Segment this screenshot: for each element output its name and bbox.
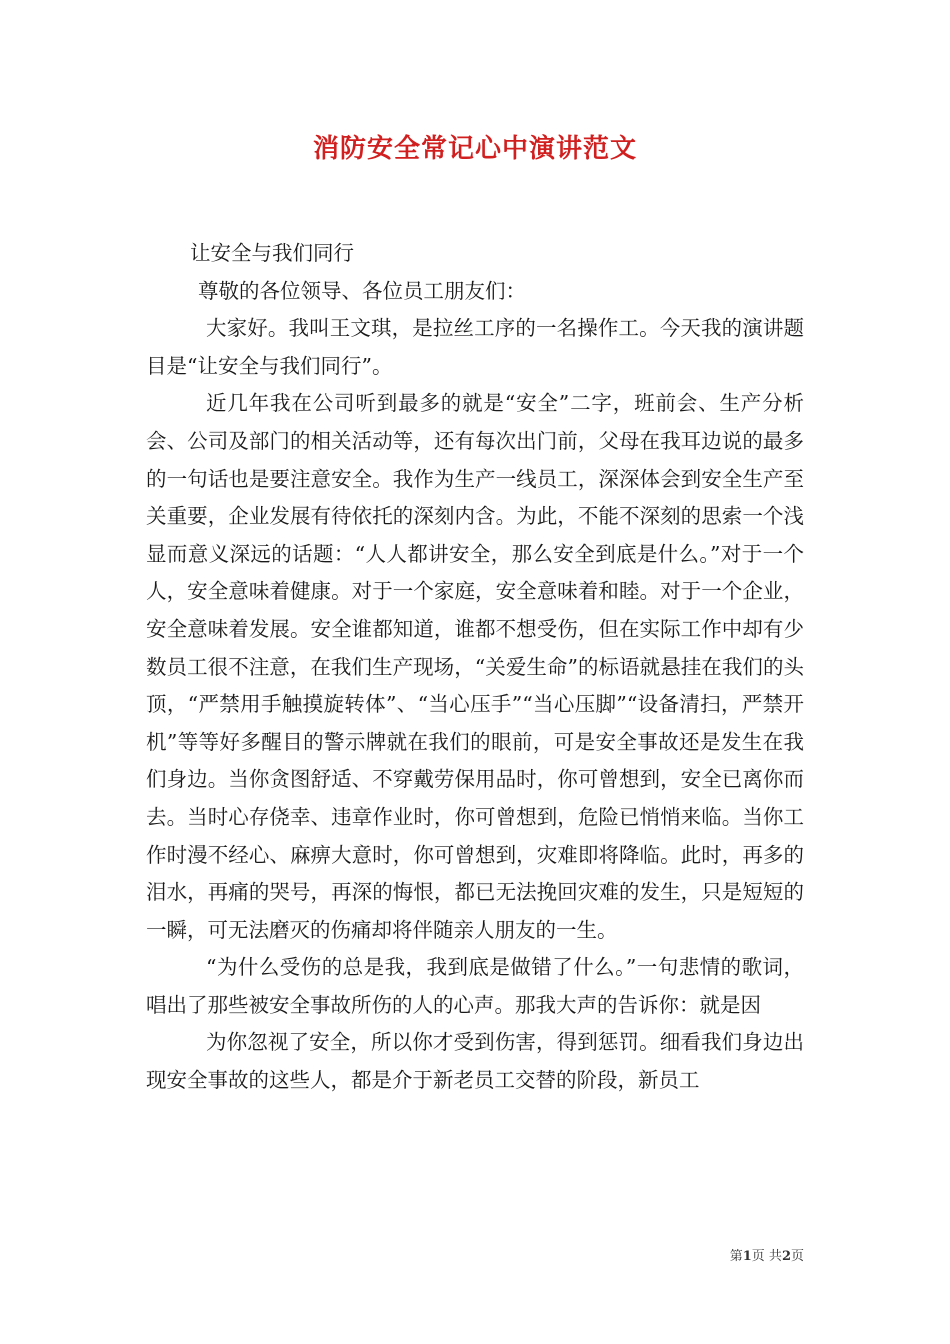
footer-total-pages: 2	[781, 1249, 791, 1264]
paragraph-main: 近几年我在公司听到最多的就是“安全”二字，班前会、生产分析会、公司及部门的相关活动等，还有每次出门前，父母在我耳边说的最多的一句话也是要注意安全。我作为生产一线员工，深深体会到安全生产至关重要，企业发展有待依托的深刻内含。为此，不能不深刻的思索一个浅显而意义深远的话题：“人人都讲安全，那么安全到底是什么。”对于一个人，安全意味着健康。对于一个家庭，安全意味着和睦。对于一个企业，安全意味着发展。安全谁都知道，谁都不想受伤，但在实际工作中却有少数员工很不注意，在我们生产现场，“关爱生命”的标语就悬挂在我们的头顶，“严禁用手触摸旋转体”、“当心压手”“当心压脚”“设备清扫，严禁开机”等等好多醒目的警示牌就在我们的眼前，可是安全事故还是发生在我们身边。当你贪图舒适、不穿戴劳保用品时，你可曾想到，安全已离你而去。当时心存侥幸、违章作业时，你可曾想到，危险已悄悄来临。当你工作时漫不经心、麻痹大意时，你可曾想到，灾难即将降临。此时，再多的泪水，再痛的哭号，再深的悔恨，都已无法挽回灾难的发生，只是短短的一瞬，可无法磨灭的伤痛却将伴随亲人朋友的一生。	[146, 391, 804, 942]
paragraph-lyric: “为什么受伤的总是我，我到底是做错了什么。”一句悲情的歌词，唱出了那些被安全事故所伤的人的心声。那我大声的告诉你：就是因	[146, 955, 804, 1017]
document-body	[146, 235, 804, 1100]
paragraph-subtitle: 让安全与我们同行	[190, 241, 354, 265]
footer-suffix: 页	[790, 1249, 804, 1264]
paragraph-introduction: 大家好。我叫王文琪，是拉丝工序的一名操作工。今天我的演讲题目是“让安全与我们同行”。	[146, 316, 804, 378]
paragraph-continuation: 为你忽视了安全，所以你才受到伤害，得到惩罚。细看我们身边出现安全事故的这些人，都是介于新老员工交替的阶段，新员工	[146, 1030, 804, 1093]
document-title: 消防安全常记心中演讲范文	[312, 134, 637, 164]
footer-prefix: 第	[729, 1249, 743, 1264]
footer-current-page: 1	[742, 1249, 752, 1264]
footer-middle: 页 共	[751, 1249, 782, 1264]
page-number-footer	[730, 1245, 804, 1264]
paragraph-salutation: 尊敬的各位领导、各位员工朋友们：	[198, 278, 526, 303]
